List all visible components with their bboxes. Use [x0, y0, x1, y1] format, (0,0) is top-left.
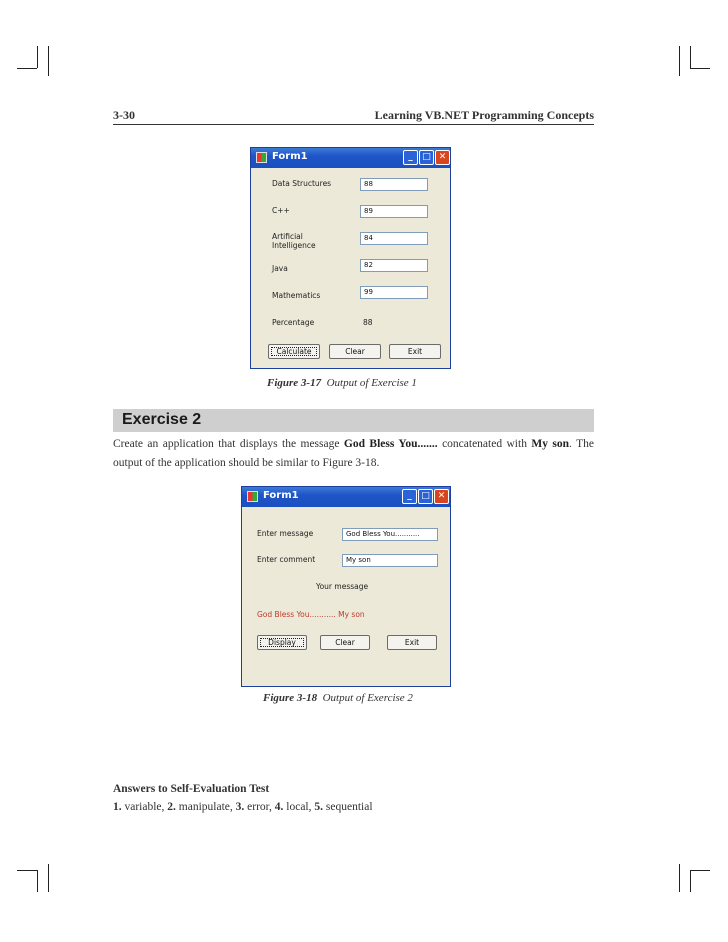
maximize-icon[interactable]: □ [419, 150, 434, 165]
figure-3-17-window [250, 147, 451, 369]
score-input[interactable]: 82 [360, 259, 428, 272]
window-title: Form1 [263, 490, 299, 501]
header-rule [113, 124, 594, 125]
exercise-heading: Exercise 2 [122, 411, 202, 428]
score-input[interactable]: 88 [360, 178, 428, 191]
answer-text: manipulate [178, 801, 230, 813]
app-icon [256, 152, 267, 163]
score-input[interactable]: 99 [360, 286, 428, 299]
field-label: Java [272, 264, 288, 273]
page-number: 3-30 [113, 108, 135, 122]
exit-button[interactable]: Exit [389, 344, 441, 359]
exercise-heading-bar [113, 409, 594, 432]
answer-number: 1. [113, 801, 122, 813]
calculate-button[interactable]: Calculate [268, 344, 320, 359]
message-label: Enter message [257, 529, 314, 538]
figure-caption [263, 692, 413, 704]
app-icon [247, 491, 258, 502]
figure-caption [267, 377, 417, 389]
figure-number: Figure 3-17 [267, 377, 322, 389]
field-label: Mathematics [272, 291, 321, 300]
answers-section [113, 780, 594, 816]
paragraph-bold: God Bless You....... [343, 438, 438, 450]
answer-number: 2. [167, 801, 176, 813]
figure-caption-text: Output of Exercise 1 [326, 377, 417, 389]
percentage-value: 88 [363, 318, 373, 327]
close-icon[interactable]: ✕ [434, 489, 449, 504]
field-label: Data Structures [272, 179, 332, 188]
clear-button[interactable]: Clear [329, 344, 381, 359]
exercise-paragraph [113, 435, 594, 473]
clear-button[interactable]: Clear [320, 635, 370, 650]
your-message-label: Your message [316, 582, 369, 591]
answer-text: sequential [325, 801, 373, 813]
answers-heading: Answers to Self-Evaluation Test [113, 783, 270, 795]
title-bar[interactable] [242, 487, 450, 507]
display-button[interactable]: Display [257, 635, 307, 650]
answer-number: 5. [314, 801, 324, 813]
paragraph-bold: My son [531, 438, 570, 450]
comment-input[interactable]: My son [342, 554, 438, 567]
figure-caption-text: Output of Exercise 2 [322, 692, 413, 704]
title-bar[interactable] [251, 148, 450, 168]
percentage-label: Percentage [272, 318, 315, 327]
score-input[interactable]: 84 [360, 232, 428, 245]
window-title: Form1 [272, 151, 308, 162]
answer-number: 4. [274, 801, 284, 813]
maximize-icon[interactable]: □ [418, 489, 433, 504]
paragraph-text: concatenated with [437, 438, 532, 450]
running-title: Learning VB.NET Programming Concepts [374, 108, 594, 122]
paragraph-text: . The output of the application should be similar to Figure 3-18. [113, 438, 595, 469]
figure-number: Figure 3-18 [263, 692, 318, 704]
field-label: Artificial Intelligence [272, 232, 316, 250]
answers-list: 1. variable, 2. manipulate, 3. error, 4. local, 5. sequential [113, 801, 373, 813]
answer-text: error [247, 801, 270, 813]
paragraph-text: Create an application that displays the message [113, 438, 344, 450]
output-message: God Bless You........... My son [257, 610, 365, 619]
close-icon[interactable]: ✕ [435, 150, 450, 165]
message-input[interactable]: God Bless You........... [342, 528, 438, 541]
answer-number: 3. [235, 801, 245, 813]
minimize-icon[interactable]: _ [403, 150, 418, 165]
comment-label: Enter comment [257, 555, 316, 564]
answer-text: local [286, 801, 309, 813]
minimize-icon[interactable]: _ [402, 489, 417, 504]
answer-text: variable [124, 801, 162, 813]
exit-button[interactable]: Exit [387, 635, 437, 650]
score-input[interactable]: 89 [360, 205, 428, 218]
field-label: C++ [272, 206, 290, 215]
figure-3-18-window [241, 486, 451, 687]
